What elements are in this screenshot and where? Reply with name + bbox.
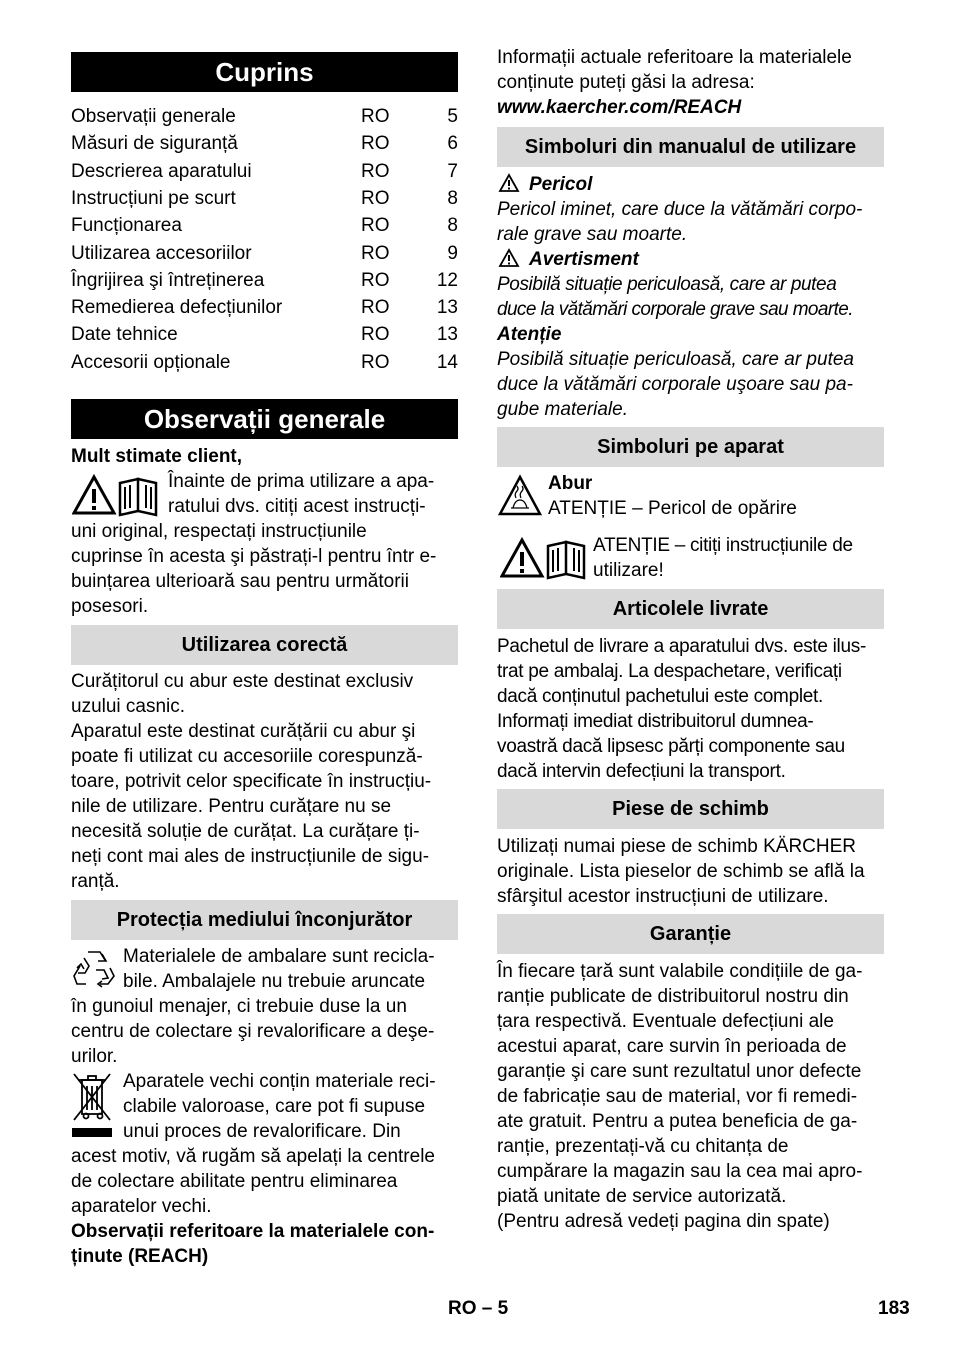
toc-entry[interactable] — [71, 212, 458, 239]
correct-use-line: Aparatul este destinat curățării cu abur şi — [71, 721, 416, 742]
env-line-5: urilor. — [71, 1046, 118, 1067]
toc-entry-label: Funcționarea — [71, 215, 182, 237]
toc-entry-page: 13 — [436, 324, 458, 346]
delivered-title: Articolele livrate — [497, 589, 884, 629]
steam-label: Abur — [548, 473, 593, 494]
toc-entry-page: 7 — [447, 160, 458, 182]
env2-line-3: unui proces de revalorificare. Din — [123, 1121, 401, 1142]
toc-entry-language: RO — [361, 242, 390, 264]
crossed-bin-icon — [72, 1072, 114, 1140]
recycling-icon — [72, 948, 116, 988]
caution-label: Atenție — [497, 324, 562, 345]
env-line-3: în gunoiul menajer, ci trebuie duse la un — [71, 996, 407, 1017]
greeting: Mult stimate client, — [71, 446, 243, 467]
toc-title: Cuprins — [71, 52, 458, 92]
intro-line-6: posesori. — [71, 596, 149, 617]
env2-line-1: Aparatele vechi conțin materiale reci- — [123, 1071, 436, 1092]
warning-triangle-icon — [498, 248, 520, 268]
symbols-device-title: Simboluri pe aparat — [497, 427, 884, 467]
correct-use-line: ranță. — [71, 871, 120, 892]
hot-steam-warning-icon — [498, 474, 542, 518]
env2-line-6: aparatelor vechi. — [71, 1196, 212, 1217]
warranty-line: ate gratuit. Pentru a putea beneficia de ga- — [497, 1111, 858, 1132]
env2-line-4: acest motiv, vă rugăm să apelați la centrele — [71, 1146, 435, 1167]
toc-entry[interactable] — [71, 240, 458, 267]
toc-entry[interactable] — [71, 294, 458, 321]
intro-line-4: cuprinse în acesta şi păstrați-l pentru într e- — [71, 546, 437, 567]
toc-entry-language: RO — [361, 351, 390, 373]
toc-entry-language: RO — [361, 324, 390, 346]
caution-line-2: duce la vătămări corporale uşoare sau pa- — [497, 374, 853, 395]
warranty-line: În fiecare țară sunt valabile condițiile de ga- — [497, 961, 863, 982]
toc-entry-page: 9 — [447, 242, 458, 264]
toc-entry-language: RO — [361, 133, 390, 155]
env-line-2: bile. Ambalajele nu trebuie aruncate — [123, 971, 426, 992]
toc-entry-page: 8 — [447, 187, 458, 209]
toc-entry[interactable] — [71, 349, 458, 376]
read-line-2: utilizare! — [593, 560, 664, 581]
intro-line-1: Înainte de prima utilizare a apa- — [168, 471, 435, 492]
spares-line: Utilizați numai piese de schimb KÄRCHER — [497, 836, 857, 857]
correct-use-line: neți cont mai ales de instrucțiunile de sigu- — [71, 846, 430, 867]
danger-line-1: Pericol iminet, care duce la vătămări corpo- — [497, 199, 863, 220]
toc-entry-label: Accesorii opționale — [71, 351, 231, 373]
toc-entry-language: RO — [361, 160, 390, 182]
warranty-line: de fabricație sau de material, vor fi remedi- — [497, 1086, 858, 1107]
symbols-manual-title: Simboluri din manualul de utilizare — [497, 127, 884, 167]
spares-title: Piese de schimb — [497, 789, 884, 829]
toc-entry-label: Măsuri de siguranță — [71, 133, 238, 155]
reach-line-1: Informații actuale referitoare la materialele — [497, 47, 852, 68]
danger-label: Pericol — [529, 174, 593, 195]
general-title: Observații generale — [71, 399, 458, 439]
page-number: 183 — [878, 1298, 910, 1319]
toc-entry-label: Descrierea aparatului — [71, 160, 252, 182]
read-line-1: ATENȚIE – citiți instrucțiunile de — [593, 535, 853, 556]
warning-read-manual-icon — [72, 473, 162, 517]
warranty-line: (Pentru adresă vedeți pagina din spate) — [497, 1211, 830, 1232]
toc-entry-page: 14 — [436, 351, 458, 373]
correct-use-line: uzului casnic. — [71, 696, 186, 717]
correct-use-line: toare, potrivit celor specificate în instrucțiu- — [71, 771, 432, 792]
toc-entry[interactable] — [71, 321, 458, 348]
toc-entry-label: Remedierea defecțiunilor — [71, 297, 283, 319]
delivered-line: trat pe ambalaj. La despachetare, verificați — [497, 661, 842, 682]
steam-text: ATENȚIE – Pericol de opărire — [548, 498, 797, 519]
reach-heading-line-1: Observații referitoare la materialele con- — [71, 1221, 435, 1242]
delivered-line: dacă conținutul pachetului este complet. — [497, 686, 823, 707]
warranty-title: Garanție — [497, 914, 884, 954]
env-line-4: centru de colectare şi revalorificare a deşe- — [71, 1021, 435, 1042]
correct-use-title: Utilizarea corectă — [71, 625, 458, 665]
toc-entry-page: 8 — [447, 215, 458, 237]
toc-entry-language: RO — [361, 297, 390, 319]
toc-entry-label: Îngrijirea şi întreținerea — [71, 269, 265, 291]
intro-line-5: buințarea ulterioară sau pentru următorii — [71, 571, 409, 592]
toc-entry-page: 5 — [447, 106, 458, 127]
warning-line-1: Posibilă situație periculoasă, care ar putea — [497, 274, 837, 295]
spares-line: originale. Lista pieselor de schimb se află la — [497, 861, 865, 882]
reach-heading-line-2: ținute (REACH) — [71, 1246, 209, 1267]
toc-entry-language: RO — [361, 269, 390, 291]
delivered-line: Pachetul de livrare a aparatului dvs. este ilus- — [497, 636, 866, 657]
spares-line: sfârşitul acestor instrucțiuni de utilizare. — [497, 886, 829, 907]
correct-use-line: nile de utilizare. Pentru curățare nu se — [71, 796, 392, 817]
toc-entry[interactable] — [71, 267, 458, 294]
env2-line-2: clabile valoroase, care pot fi supuse — [123, 1096, 426, 1117]
environment-title: Protecția mediului înconjurător — [71, 900, 458, 940]
danger-triangle-icon — [498, 173, 520, 193]
warning-line-2: duce la vătămări corporale grave sau moarte. — [497, 299, 853, 320]
toc-entry[interactable] — [71, 158, 458, 185]
warranty-line: cumpărare la magazin sau la cea mai apro- — [497, 1161, 863, 1182]
reach-url: www.kaercher.com/REACH — [497, 97, 742, 118]
correct-use-line: poate fi utilizat cu accesoriile corespunză- — [71, 746, 423, 767]
danger-line-2: rale grave sau moarte. — [497, 224, 688, 245]
reach-line-2: conținute puteți găsi la adresa: — [497, 72, 755, 93]
toc-entry[interactable] — [71, 130, 458, 157]
warranty-line: ranție, prezentați-vă cu chitanța de — [497, 1136, 789, 1157]
caution-line-3: gube materiale. — [497, 399, 628, 420]
toc-entry-label: Utilizarea accesoriilor — [71, 242, 252, 264]
delivered-line: voastră dacă lipsesc părți componente sau — [497, 736, 845, 757]
toc-entry[interactable] — [71, 103, 458, 130]
toc-entry-label: Date tehnice — [71, 324, 178, 346]
warranty-line: garanție şi care sunt rezultatul unor defecte — [497, 1061, 862, 1082]
warranty-line: țara respectivă. Eventuale defecțiuni ale — [497, 1011, 834, 1032]
intro-line-2: ratului dvs. citiți acest instrucți- — [168, 496, 426, 517]
warranty-line: piată unitate de service autorizată. — [497, 1186, 787, 1207]
toc-entry-language: RO — [361, 215, 390, 237]
toc-entry-label: Instrucțiuni pe scurt — [71, 187, 236, 209]
warranty-line: ranție publicate de distribuitorul nostru din — [497, 986, 849, 1007]
env2-line-5: de colectare abilitate pentru eliminarea — [71, 1171, 398, 1192]
toc-entry-label: Observații generale — [71, 106, 236, 127]
section-page-label: RO – 5 — [448, 1298, 509, 1319]
correct-use-line: Curățitorul cu abur este destinat exclusiv — [71, 671, 414, 692]
toc-entry-page: 12 — [436, 269, 458, 291]
toc-entry-language: RO — [361, 187, 390, 209]
toc-entry-page: 13 — [436, 297, 458, 319]
delivered-line: Informați imediat distribuitorul dumnea- — [497, 711, 814, 732]
warning-label: Avertisment — [529, 249, 639, 270]
delivered-line: dacă intervin defecțiuni la transport. — [497, 761, 786, 782]
caution-line-1: Posibilă situație periculoasă, care ar putea — [497, 349, 854, 370]
env-line-1: Materialele de ambalare sunt recicla- — [123, 946, 435, 967]
toc-entry[interactable] — [71, 185, 458, 212]
correct-use-line: necesită soluție de curățat. La curățare ți- — [71, 821, 420, 842]
toc-entry-language: RO — [361, 106, 390, 127]
toc-entry-page: 6 — [447, 133, 458, 155]
warranty-line: acestui aparat, care survin în perioada de — [497, 1036, 847, 1057]
intro-line-3: uni original, respectați instrucțiunile — [71, 521, 367, 542]
warning-read-instructions-icon — [500, 536, 590, 580]
